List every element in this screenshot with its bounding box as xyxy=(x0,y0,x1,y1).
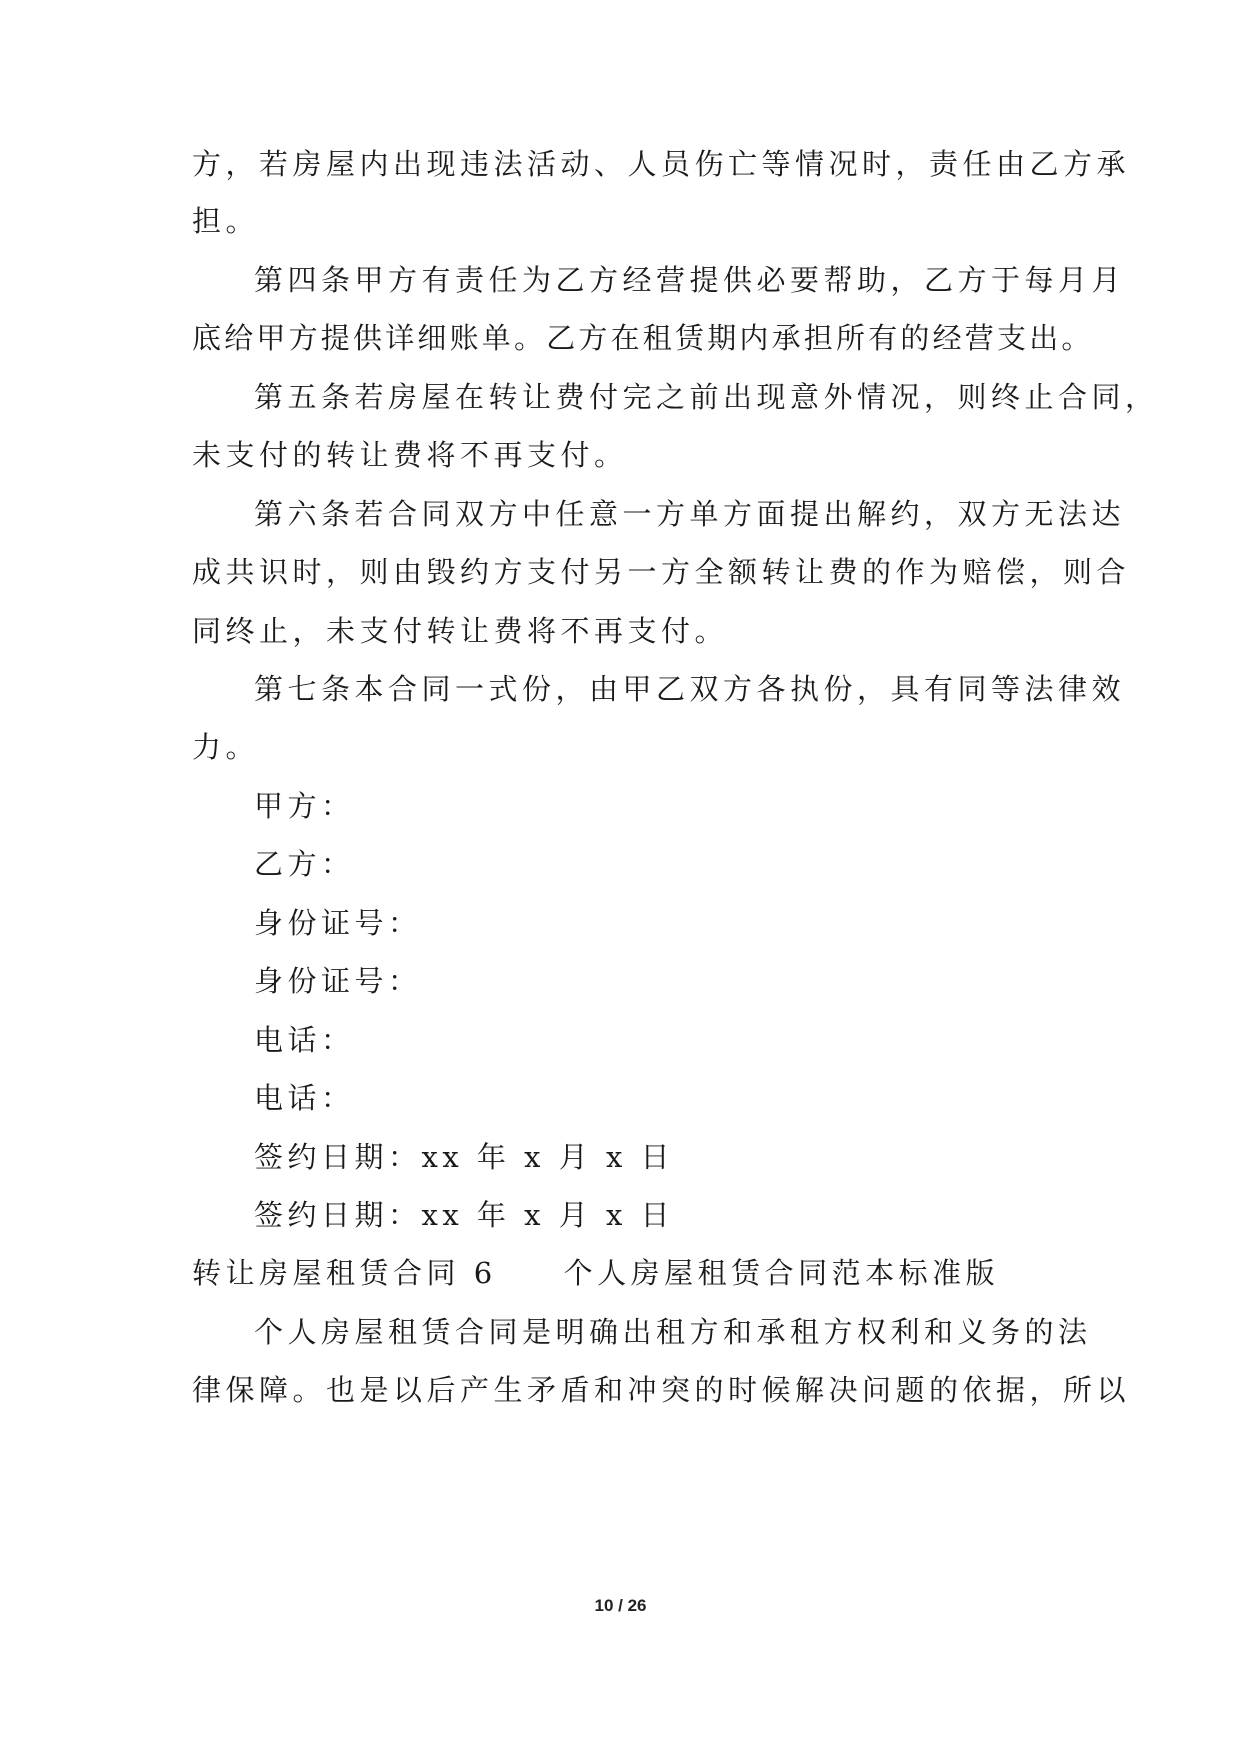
text-line: 方，若房屋内出现违法活动、人员伤亡等情况时，责任由乙方承 xyxy=(192,147,1131,181)
phone-a: 电话： xyxy=(254,1023,355,1057)
sign-date-b: 签约日期：xx 年 x 月 x 日 xyxy=(254,1198,675,1232)
text-line: 第五条若房屋在转让费付完之前出现意外情况，则终止合同， xyxy=(254,380,1159,414)
text-line: 担。 xyxy=(192,204,260,238)
page-number: 10 / 26 xyxy=(594,1596,647,1615)
text-line: 同终止，未支付转让费将不再支付。 xyxy=(192,614,729,648)
text-line: 个人房屋租赁合同是明确出租方和承租方权利和义务的法 xyxy=(254,1315,1092,1349)
id-number-b: 身份证号： xyxy=(254,964,422,998)
sign-date-a: 签约日期：xx 年 x 月 x 日 xyxy=(254,1140,675,1174)
text-line: 第六条若合同双方中任意一方单方面提出解约，双方无法达 xyxy=(254,497,1126,531)
text-line: 力。 xyxy=(192,730,260,764)
text-line: 第七条本合同一式份，由甲乙双方各执份，具有同等法律效 xyxy=(254,672,1126,706)
signature-party-a: 甲方： xyxy=(254,789,355,823)
phone-b: 电话： xyxy=(254,1081,355,1115)
text-line: 律保障。也是以后产生矛盾和冲突的时候解决问题的依据，所以 xyxy=(192,1373,1131,1407)
text-line: 第四条甲方有责任为乙方经营提供必要帮助，乙方于每月月 xyxy=(254,263,1126,297)
text-line: 成共识时，则由毁约方支付另一方全额转让费的作为赔偿，则合 xyxy=(192,555,1131,589)
text-line: 未支付的转让费将不再支付。 xyxy=(192,438,628,472)
text-line: 底给甲方提供详细账单。乙方在租赁期内承担所有的经营支出。 xyxy=(192,321,1094,355)
id-number-a: 身份证号： xyxy=(254,906,422,940)
signature-party-b: 乙方： xyxy=(254,847,355,881)
section-heading: 转让房屋租赁合同 6 个人房屋租赁合同范本标准版 xyxy=(192,1256,1000,1290)
